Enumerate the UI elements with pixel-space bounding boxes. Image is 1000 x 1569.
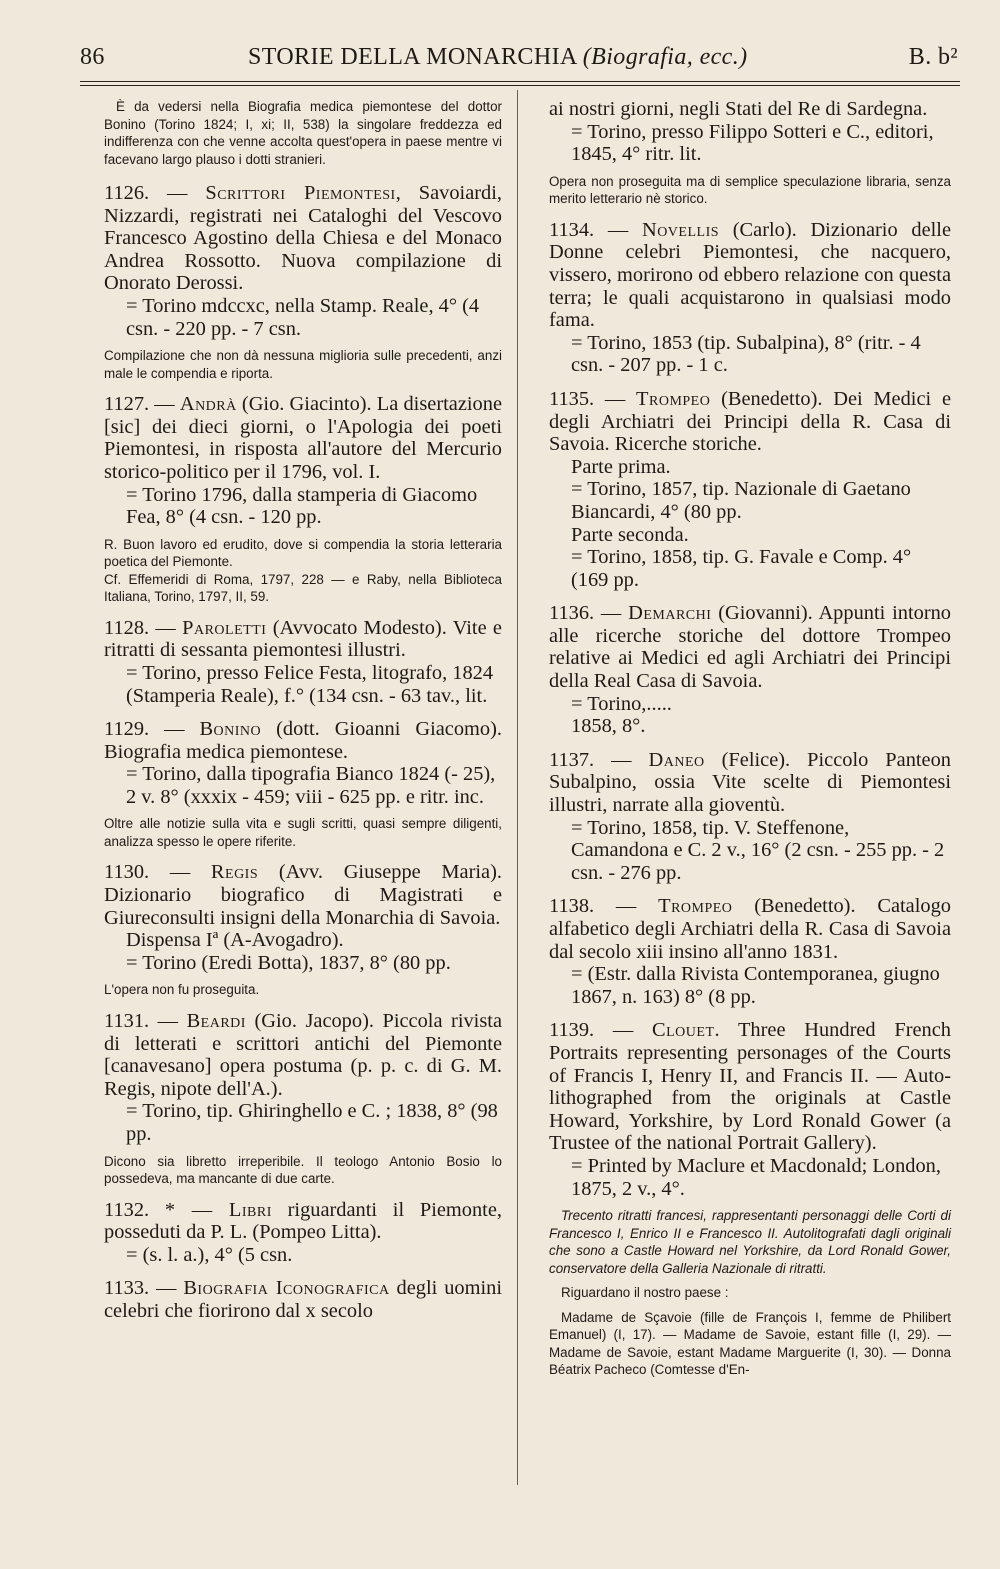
entry-body: 1135. — Trompeo (Benedetto). Dei Medici e degli Archiatri dei Principi della R. Casa di Savoia. Ricerche storiche. <box>549 387 951 456</box>
entry-1133 <box>104 1277 502 1322</box>
entry-note: Oltre alle notizie sulla vita e sugli scritti, quasi sempre diligenti, analizza spesso le opere riferite. <box>104 816 502 849</box>
entry-author: Trompeo <box>636 387 711 410</box>
entry-note: Dicono sia libretto irreperibile. Il teologo Antonio Bosio lo possedeva, ma mancante di due carte. <box>104 1153 502 1186</box>
entry-body: 1127. — Andrà (Gio. Giacinto). La disertazione [sic] dei dieci giorni, o l'Apologia dei poeti Piemontesi, in risposta all'autore del Mercurio storico-politico per il 1796, vol. I. <box>104 393 502 483</box>
entry-number: 1128. <box>104 616 150 639</box>
entry-1132 <box>104 1199 502 1267</box>
entry-title-continued: ai nostri giorni, negli Stati del Re di Sardegna. <box>549 98 928 120</box>
entry-author: * — Libri <box>164 1198 272 1221</box>
entry-imprint: = Torino, presso Felice Festa, litografo, 1824 (Stamperia Reale), f.° (134 csn. - 63 tav., lit. <box>126 661 494 707</box>
entry-number: 1132. <box>104 1198 150 1221</box>
entry-number: 1137. <box>549 748 595 771</box>
entry-1128 <box>104 617 502 707</box>
entry-number: 1134. <box>549 218 595 241</box>
left-column <box>104 98 502 1333</box>
entry-imprint: = Torino (Eredi Botta), 1837, 8° (80 pp. <box>126 951 451 974</box>
entry-body: 1137. — Daneo (Felice). Piccolo Panteon Subalpino, ossia Vite scelte di Piemontesi illustri, narrate alla gioventù. <box>549 748 951 817</box>
entry-author: Bonino <box>199 718 262 741</box>
entry-body: 1130. — Regis (Avv. Giuseppe Maria). Dizionario biografico di Magistrati e Giureconsulti insigni della Monarchia di Savoia. <box>104 861 502 929</box>
entry-note: L'opera non fu proseguita. <box>104 982 260 998</box>
continued-note: È da vedersi nella Biografia medica piemontese del dottor Bonino (Torino 1824; I, xi; II, 538) la singolare freddezza ed indifferenza con che venne accolta quest'opera in paese mentre vi facevano largo plauso i dotti stranieri. <box>104 99 502 167</box>
entry-part: Parte prima. <box>571 455 671 478</box>
entry-note: Madame de Sçavoie (fille de François I, femme de Philibert Emanuel) (I, 17). — Madame de Savoie, estant fille (I, 29). — Madame de Savoie, estant Madame Marguerite (I, 30). — Donna Béatrix Pacheco (Comtesse d'En- <box>549 1309 951 1378</box>
entry-1136 <box>549 602 951 738</box>
entry-title: degli uomini celebri che fiorirono dal x secolo <box>104 1277 502 1322</box>
entry-author: Novellis <box>641 218 720 241</box>
page-number: 86 <box>80 44 105 70</box>
entry-author: Daneo <box>648 748 705 771</box>
entry-note: Compilazione che non dà nessuna miglioria sulle precedenti, anzi male le compendia e riporta. <box>104 348 502 381</box>
entry-1137 <box>549 749 951 885</box>
entry-title: (dott. Gioanni Giacomo). Biografia medica piemontese. <box>104 718 502 763</box>
entry-imprint: = (s. l. a.), 4° (5 csn. <box>126 1243 293 1266</box>
entry-title: (Avv. Giuseppe Maria). Dizionario biografico di Magistrati e Giureconsulti insigni della Monarchia di Savoia. <box>104 861 502 929</box>
entry-title: . Three Hundred French Portraits representing personages of the Courts of Francis I, Henry II, and Francis II. — Auto-lithographed from the originals at Castle Howard, Yorkshire, by Lord Ronald Gower (a Trustee of the national Portrait Gallery). <box>549 1019 951 1155</box>
entry-author: Trompeo <box>658 895 733 918</box>
entry-body: 1138. — Trompeo (Benedetto). Catalogo alfabetico degli Archiatri della R. Casa di Savoia dal secolo xiii insino all'anno 1831. <box>549 895 951 963</box>
entry-number: 1130. <box>104 861 150 884</box>
entry-title: , Savoiardi, Nizzardi, registrati nei Cataloghi del Vescovo Francesco Agostino della Chiesa e del Monaco Andrea Rossotto. Nuova compilazione di Onorato Derossi. <box>104 182 502 295</box>
entry-imprint: = Torino, dalla tipografia Bianco 1824 (- 25), 2 v. 8° (xxxix - 459; viii - 625 pp. e ritr. inc. <box>126 763 496 808</box>
entry-imprint-date: 1858, 8°. <box>571 715 646 738</box>
entry-body: 1136. — Demarchi (Giovanni). Appunti intorno alle ricerche storiche del dottore Trompeo relative ai Medici ed agli Archiatri dei Principi della Real Casa di Savoia. <box>549 602 951 693</box>
entry-number: 1126. <box>104 182 150 204</box>
entry-title: (Avvocato Modesto). Vite e ritratti di sessanta piemontesi illustri. <box>104 616 502 662</box>
entry-number: 1127. <box>104 393 150 416</box>
entry-number: 1138. <box>549 895 595 918</box>
running-title <box>248 44 748 71</box>
running-title-main: STORIE DELLA MONARCHIA <box>248 44 577 70</box>
entry-1139 <box>549 1019 951 1378</box>
entry-note: R. Buon lavoro ed erudito, dove si compendia la storia letteraria poetica del Piemonte. <box>104 536 502 570</box>
entry-body: 1126. — Scrittori Piemontesi, Savoiardi, Nizzardi, registrati nei Cataloghi del Vescovo Francesco Agostino della Chiesa e del Monaco Andrea Rossotto. Nuova compilazione di Onorato Derossi. <box>104 182 502 295</box>
entry-title: (Felice). Piccolo Panteon Subalpino, ossia Vite scelte di Piemontesi illustri, narrate alla gioventù. <box>549 748 951 817</box>
entry-imprint: = (Estr. dalla Rivista Contemporanea, giugno 1867, n. 163) 8° (8 pp. <box>571 963 940 1008</box>
entry-title: (Gio. Jacopo). Piccola rivista di letterati e scrittori antichi del Piemonte [canavesano] opera postuma (p. p. c. di G. M. Regis, nipote dell'A.). <box>104 1009 502 1100</box>
entry-body: 1129. — Bonino (dott. Gioanni Giacomo). Biografia medica piemontese. <box>104 718 502 763</box>
right-column <box>549 98 951 1390</box>
entry-imprint: = Torino, 1858, tip. G. Favale e Comp. 4° (169 pp. <box>571 546 912 591</box>
entry-note-translation: Trecento ritratti francesi, rappresentanti personaggi delle Corti di Francesco I, Enrico II e Francesco II. Autolitografati dagli originali che sono a Castle Howard nel Yorkshire, da Lord Ronald Gower, conservatore della Galleria Nazionale di ritratti. <box>549 1208 951 1276</box>
entry-imprint: = Torino, tip. Ghiringhello e C. ; 1838, 8° (98 pp. <box>126 1100 498 1145</box>
entry-title: (Benedetto). Dei Medici e degli Archiatri dei Principi della R. Casa di Savoia. Ricerche storiche. <box>549 387 951 456</box>
entry-title: (Giovanni). Appunti intorno alle ricerche storiche del dottore Trompeo relative ai Medici ed agli Archiatri dei Principi della Real Casa di Savoia. <box>549 602 951 693</box>
entry-number: 1139. <box>549 1019 595 1042</box>
entry-1133-continued <box>549 98 951 208</box>
entry-author: Scrittori Piemontesi <box>205 182 396 204</box>
header-rule-top <box>80 81 960 82</box>
entry-1131 <box>104 1010 502 1188</box>
entry-title: (Benedetto). Catalogo alfabetico degli Archiatri della R. Casa di Savoia dal secolo xiii insino all'anno 1831. <box>549 895 951 963</box>
entry-note: Opera non proseguita ma di semplice speculazione libraria, senza merito letterario nè storico. <box>549 173 951 207</box>
entry-body: 1131. — Beardi (Gio. Jacopo). Piccola rivista di letterati e scrittori antichi del Piemonte [canavesano] opera postuma (p. p. c. di G. M. Regis, nipote dell'A.). <box>104 1009 502 1100</box>
entry-note: Riguardano il nostro paese : <box>561 1285 729 1301</box>
entry-1130 <box>104 861 502 998</box>
entry-author: Biografia Iconografica <box>183 1277 390 1300</box>
entry-number: 1129. <box>104 718 150 741</box>
entry-imprint: = Torino, presso Filippo Sotteri e C., editori, 1845, 4° ritr. lit. <box>571 120 934 166</box>
entry-1134 <box>549 219 951 377</box>
signature-mark: B. b² <box>908 44 958 70</box>
entry-body: 1133. — Biografia Iconografica degli uomini celebri che fiorirono dal x secolo <box>104 1277 502 1322</box>
entry-author: Demarchi <box>628 602 712 625</box>
entry-number: 1136. <box>549 602 595 625</box>
entry-number: 1133. <box>104 1277 150 1300</box>
entry-body <box>104 1199 502 1244</box>
entry-number: 1135. <box>549 387 595 410</box>
entry-imprint: = Torino, 1858, tip. V. Steffenone, Camandona e C. 2 v., 16° (2 csn. - 255 pp. - 2 csn. - 276 pp. <box>571 816 945 884</box>
entry-body: 1139. — Clouet. Three Hundred French Portraits representing personages of the Courts of Francis I, Henry II, and Francis II. — Auto-lithographed from the originals at Castle Howard, Yorkshire, by Lord Ronald Gower (a Trustee of the national Portrait Gallery). <box>549 1019 951 1155</box>
entry-author: Clouet <box>652 1019 715 1042</box>
entry-1127 <box>104 393 502 606</box>
entry-part: Parte seconda. <box>571 523 689 546</box>
entry-title: (Gio. Giacinto). La disertazione [sic] dei dieci giorni, o l'Apologia dei poeti Piemontesi, in risposta all'autore del Mercurio storico-politico per il 1796, vol. I. <box>104 393 502 483</box>
entry-imprint: = Torino 1796, dalla stamperia di Giacomo Fea, 8° (4 csn. - 120 pp. <box>126 483 478 529</box>
entry-imprint: = Printed by Maclure et Macdonald; London, 1875, 2 v., 4°. <box>571 1154 941 1200</box>
entry-title: (Carlo). Dizionario delle Donne celebri Piemontesi, che nacquero, vissero, morirono od ebbero relazione con questa terra; le quali acquistarono in qualsiasi modo fama. <box>549 218 951 332</box>
entry-title: riguardanti il Piemonte, posseduti da P. L. (Pompeo Litta). <box>104 1198 502 1244</box>
entry-1126 <box>104 182 502 382</box>
entry-imprint: = Torino, 1853 (tip. Subalpina), 8° (ritr. - 4 csn. - 207 pp. - 1 c. <box>571 331 921 377</box>
entry-1138 <box>549 895 951 1008</box>
entry-part: Dispensa Iª (A-Avogadro). <box>126 929 344 952</box>
entry-note: Cf. Effemeridi di Roma, 1797, 228 — e Raby, nella Biblioteca Italiana, Torino, 1797, II, 59. <box>104 571 502 605</box>
entry-number: 1131. <box>104 1009 150 1032</box>
entry-imprint: = Torino,..... <box>571 692 672 715</box>
entry-1129 <box>104 718 502 850</box>
header-rule-bottom <box>80 85 960 86</box>
entry-body: 1134. — Novellis (Carlo). Dizionario delle Donne celebri Piemontesi, che nacquero, vissero, morirono od ebbero relazione con questa terra; le quali acquistarono in qualsiasi modo fama. <box>549 218 951 332</box>
entry-imprint: = Torino, 1857, tip. Nazionale di Gaetano Biancardi, 4° (80 pp. <box>571 478 911 523</box>
running-title-subtitle: (Biografia, ecc.) <box>582 44 748 70</box>
entry-imprint: = Torino mdccxc, nella Stamp. Reale, 4° (4 csn. - 220 pp. - 7 csn. <box>126 294 480 340</box>
entry-body: 1128. — Paroletti (Avvocato Modesto). Vite e ritratti di sessanta piemontesi illustri. <box>104 616 502 662</box>
entry-author: Regis <box>210 861 259 884</box>
entry-1135 <box>549 388 951 591</box>
entry-author: Paroletti <box>182 616 267 639</box>
running-header <box>80 44 960 78</box>
entry-author: Andrà <box>179 393 237 416</box>
column-divider <box>517 90 518 1485</box>
entry-author: Beardi <box>186 1009 246 1032</box>
